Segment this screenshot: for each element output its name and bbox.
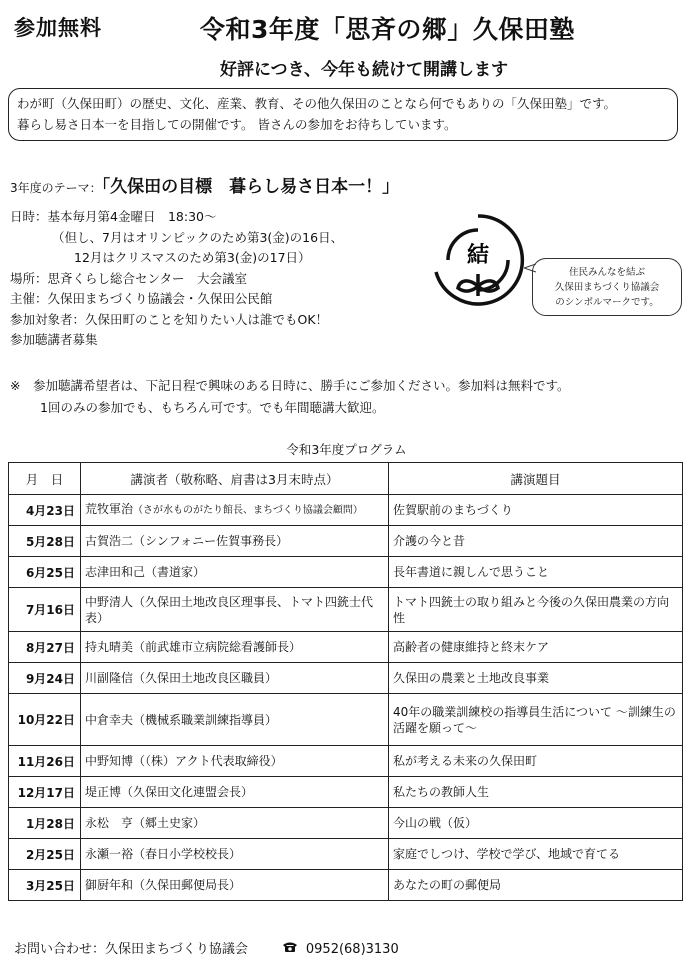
row-speaker <box>81 694 389 746</box>
intro-box <box>8 88 678 141</box>
row-topic: あなたの町の郵便局 <box>389 870 683 901</box>
speaker-name: 古賀浩二（シンフォニー佐賀事務長） <box>85 534 289 548</box>
table-header-row <box>9 463 683 495</box>
theme <box>10 172 399 197</box>
row-speaker <box>81 526 389 557</box>
row-speaker <box>81 870 389 901</box>
info-target: 参加対象者：久保田町のことを知りたい人は誰でもOK！ <box>10 311 329 327</box>
speaker-name: 川副隆信（久保田土地改良区職員） <box>85 671 278 685</box>
info-datetime: 日時：基本毎月第4金曜日 18:30～ <box>10 209 217 224</box>
info-note-1: （但し、7月はオリンピックのため第3(金)の16日、 <box>52 229 344 245</box>
symbol-caption-line-1: 住民みんなを結ぶ <box>568 267 645 278</box>
speaker-note: （さが水ものがたり館長、まちづくり協議会顧問） <box>133 505 363 516</box>
table-row <box>9 632 683 663</box>
row-topic: 40年の職業訓練校の指導員生活について ～訓練生の活躍を願って～ <box>389 694 683 746</box>
row-speaker <box>81 632 389 663</box>
table-row <box>9 746 683 777</box>
table-row <box>9 839 683 870</box>
speaker-name: 中倉幸夫（機械系職業訓練指導員） <box>85 712 278 727</box>
table-row <box>9 808 683 839</box>
info-note-2: 12月はクリスマスのため第3(金)の17日） <box>74 250 311 265</box>
table-row <box>9 663 683 694</box>
page-title: 令和3年度「思斉の郷」久保田塾 <box>200 15 575 44</box>
row-speaker <box>81 663 389 694</box>
header-date: 月 日 <box>9 463 81 495</box>
table-row <box>9 870 683 901</box>
row-topic: 介護の今と昔 <box>389 526 683 557</box>
info-organizer: 主催：久保田まちづくり協議会・久保田公民館 <box>10 291 273 306</box>
program-rows <box>9 495 683 901</box>
row-speaker <box>81 808 389 839</box>
info-recruit: 参加聴講者募集 <box>10 332 98 347</box>
contact-label: お問い合わせ：久保田まちづくり協議会 <box>14 942 248 957</box>
row-topic: 佐賀駅前のまちづくり <box>389 495 683 526</box>
theme-label: 3年度のテーマ： <box>10 181 102 195</box>
speaker-name: 持丸晴美（前武雄市立病院総看護師長） <box>85 640 302 654</box>
row-speaker <box>81 777 389 808</box>
row-topic: 久保田の農業と土地改良事業 <box>389 663 683 694</box>
table-row <box>9 694 683 746</box>
header-topic: 講演題目 <box>389 463 683 495</box>
table-row <box>9 526 683 557</box>
row-topic: 家庭でしつけ、学校で学び、地域で育てる <box>389 839 683 870</box>
symbol-caption-line-3: のシンボルマークです。 <box>555 297 659 308</box>
notice-line-1: ※ 参加聴講希望者は、下記日程で興味のある日時に、勝手にご参加ください。参加料は無料です。 <box>10 378 570 393</box>
row-date: 7月16日 <box>9 588 81 632</box>
table-row <box>9 777 683 808</box>
symbol-caption-line-2: 久保田まちづくり協議会 <box>554 282 660 293</box>
row-topic: 私たちの教師人生 <box>389 777 683 808</box>
row-topic: 高齢者の健康維持と終末ケア <box>389 632 683 663</box>
row-topic: トマト四銃士の取り組みと今後の久保田農業の方向性 <box>389 588 683 632</box>
row-date: 4月23日 <box>9 495 81 526</box>
page-subtitle: 好評につき、今年も続けて開講します <box>220 60 508 80</box>
program-table <box>8 462 683 901</box>
row-speaker <box>81 839 389 870</box>
intro-line-1: わが町（久保田町）の歴史、文化、産業、教育、その他久保田のことなら何でもありの「久保田塾」です。 <box>17 96 617 111</box>
telephone-icon <box>282 941 298 957</box>
theme-value: 「久保田の目標 暮らし易さ日本一！」 <box>101 177 400 197</box>
row-date: 9月24日 <box>9 663 81 694</box>
row-speaker <box>81 588 389 632</box>
symbol-leaf-left <box>458 281 478 291</box>
speaker-name: 中野知博（（株）アクト代表取締役） <box>85 754 283 768</box>
row-date: 12月17日 <box>9 777 81 808</box>
row-date: 6月25日 <box>9 557 81 588</box>
speaker-name: 永松 亨（郷土史家） <box>85 816 206 830</box>
speaker-name: 志津田和己（書道家） <box>85 565 206 579</box>
row-date: 3月25日 <box>9 870 81 901</box>
speaker-name: 中野清人（久保田土地改良区理事長、トマト四銃士代表） <box>85 594 374 625</box>
row-topic: 私が考える未来の久保田町 <box>389 746 683 777</box>
row-topic: 今山の戦（仮） <box>389 808 683 839</box>
row-speaker <box>81 495 389 526</box>
program-title: 令和3年度プログラム <box>286 442 407 457</box>
speaker-name: 荒牧軍治 <box>85 502 134 516</box>
contact-phone[interactable]: 0952(68)3130 <box>305 942 399 957</box>
table-row <box>9 495 683 526</box>
notice-line-2: 1回のみの参加でも、もちろん可です。でも年間聴講大歓迎。 <box>40 400 385 415</box>
row-topic: 長年書道に親しんで思うこと <box>389 557 683 588</box>
table-row <box>9 588 683 632</box>
row-date: 11月26日 <box>9 746 81 777</box>
speaker-name: 堤正博（久保田文化連盟会長） <box>85 785 254 799</box>
speaker-name: 永瀬一裕（春日小学校校長） <box>85 847 242 861</box>
row-speaker <box>81 746 389 777</box>
notice <box>10 375 569 419</box>
header-speaker: 講演者（敬称略、肩書は3月末時点） <box>81 463 389 495</box>
contact-info <box>14 938 399 957</box>
row-date: 2月25日 <box>9 839 81 870</box>
table-row <box>9 557 683 588</box>
row-date: 10月22日 <box>9 694 81 746</box>
info-place: 場所：思斉くらし総合センター 大会議室 <box>10 270 248 286</box>
row-date: 1月28日 <box>9 808 81 839</box>
event-info <box>10 207 343 351</box>
free-admission-label: 参加無料 <box>14 16 102 40</box>
row-speaker <box>81 557 389 588</box>
row-date: 5月28日 <box>9 526 81 557</box>
row-date: 8月27日 <box>9 632 81 663</box>
speaker-name: 御厨年和（久保田郵便局長） <box>85 878 242 892</box>
intro-line-2: 暮らし易さ日本一を目指しての開催です。 皆さんの参加をお待ちしています。 <box>17 117 457 132</box>
symbol-caption-bubble <box>532 258 682 316</box>
symbol-char: 結 <box>466 243 490 268</box>
symbol-mark <box>428 210 528 310</box>
